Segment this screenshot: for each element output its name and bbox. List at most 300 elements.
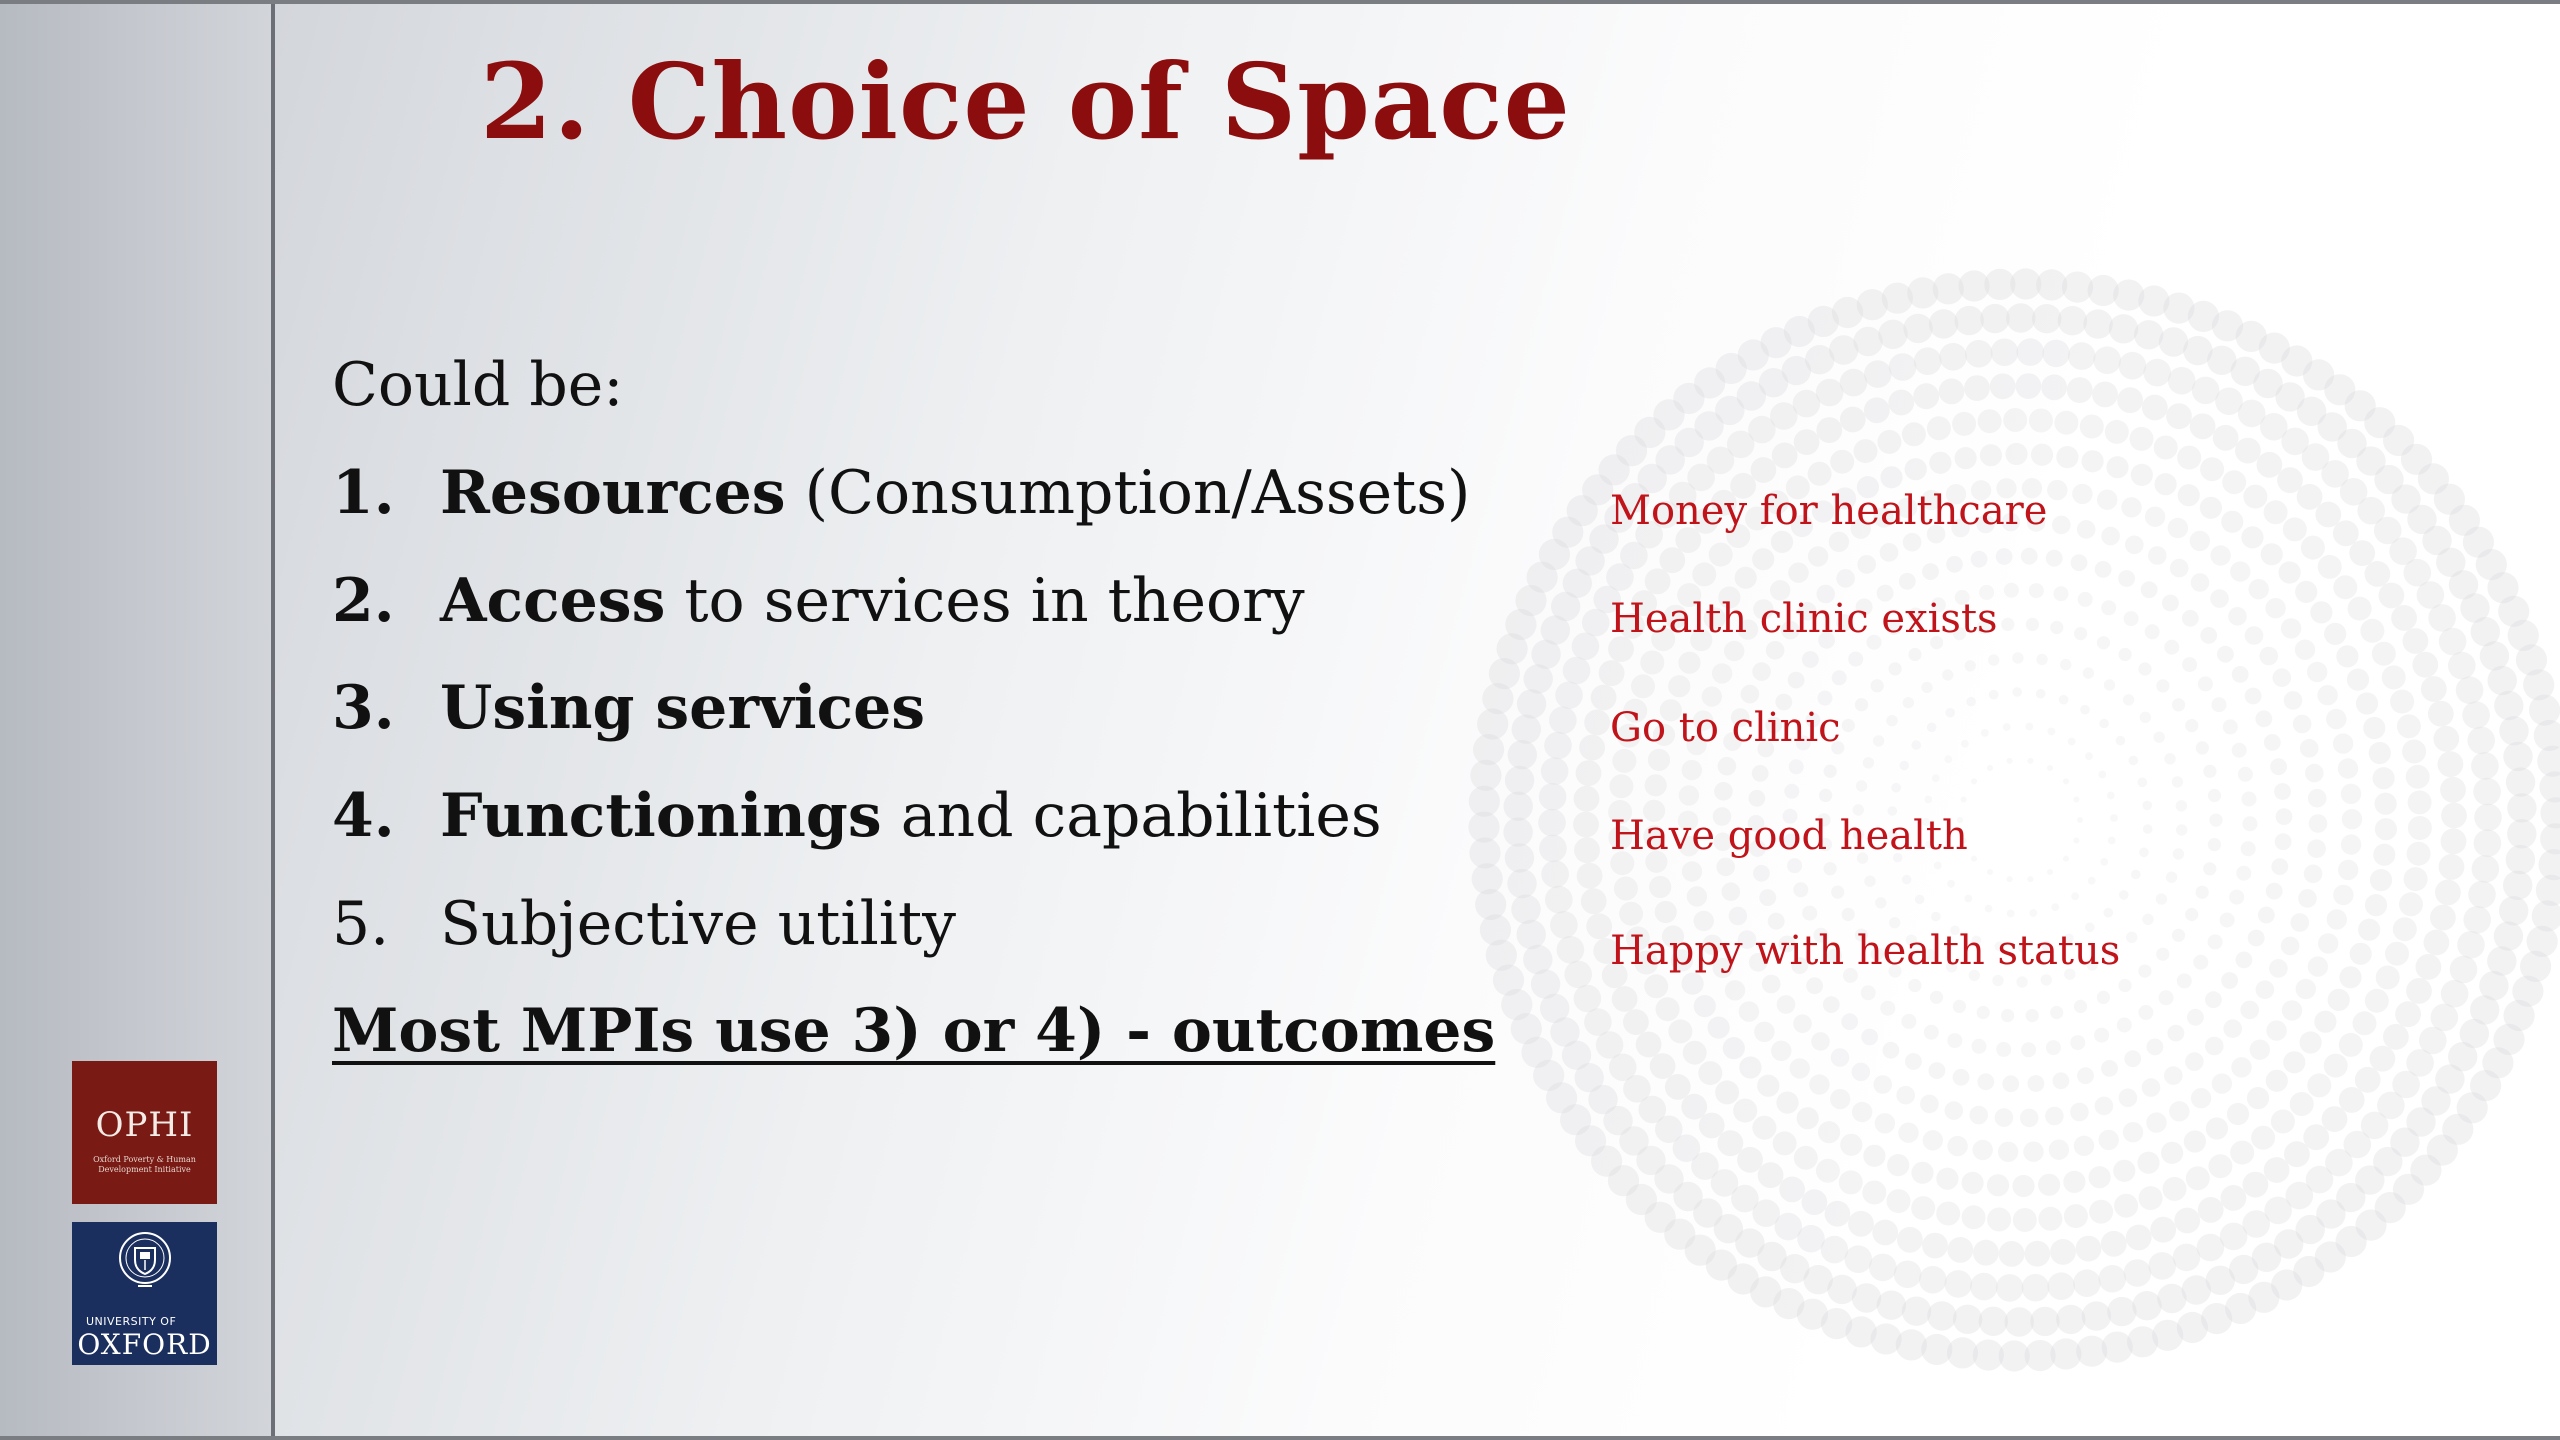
list-item-text: and capabilities <box>881 781 1382 851</box>
decorative-dot <box>1988 654 1999 665</box>
decorative-dot <box>2050 1006 2063 1019</box>
decorative-dot <box>2074 1136 2094 1156</box>
decorative-dot <box>1609 774 1633 798</box>
decorative-dot <box>1845 1245 1873 1273</box>
decorative-dot <box>1920 1095 1939 1114</box>
decorative-dot <box>1517 920 1546 949</box>
decorative-dot <box>1612 749 1636 773</box>
decorative-dot <box>1877 430 1901 454</box>
decorative-dot <box>2030 1307 2059 1336</box>
decorative-dot <box>2293 715 2312 734</box>
decorative-dot <box>1749 790 1766 807</box>
decorative-dot <box>1751 457 1777 483</box>
decorative-dot <box>1550 911 1578 939</box>
decorative-dot <box>2435 880 2461 906</box>
decorative-dot <box>1894 1261 1922 1289</box>
decorative-dot <box>2463 906 2491 934</box>
decorative-dot <box>1511 895 1540 924</box>
decorative-dot <box>2106 456 2128 478</box>
list-item-text: Subjective utility <box>440 889 956 959</box>
decorative-dot <box>2003 408 2027 432</box>
decorative-dot <box>2339 1087 2365 1113</box>
decorative-dot <box>2047 765 2053 771</box>
decorative-dot <box>1679 785 1699 805</box>
decorative-dot <box>2134 320 2163 349</box>
decorative-dot <box>1875 897 1886 908</box>
decorative-dot <box>2110 814 2118 822</box>
decorative-dot <box>2243 1172 2269 1198</box>
decorative-dot <box>2236 952 2253 969</box>
decorative-dot <box>2271 858 2288 875</box>
decorative-dot <box>2104 908 2114 918</box>
decorative-dot <box>2124 611 2139 626</box>
decorative-dot <box>1996 548 2013 565</box>
decorative-dot <box>1557 936 1585 964</box>
decorative-dot <box>1789 759 1804 774</box>
decorative-dot <box>1549 706 1577 734</box>
decorative-dot <box>2123 694 2134 705</box>
decorative-dot <box>2029 409 2053 433</box>
decorative-dot <box>2095 561 2112 578</box>
decorative-dot <box>2047 480 2067 500</box>
decorative-dot <box>1908 979 1921 992</box>
decorative-dot <box>1979 1307 2008 1336</box>
list-number: 1. <box>332 458 395 528</box>
decorative-dot <box>1880 1001 1895 1016</box>
decorative-dot <box>2029 909 2037 917</box>
decorative-dot <box>1472 863 1503 894</box>
decorative-dot <box>2208 934 2223 949</box>
decorative-dot <box>2301 536 2325 560</box>
example-go-to-clinic: Go to clinic <box>1610 705 1841 751</box>
decorative-dot <box>2196 741 2209 754</box>
decorative-dot <box>2073 1269 2101 1297</box>
decorative-dot <box>2185 719 2198 732</box>
decorative-dot <box>1665 1074 1691 1100</box>
decorative-dot <box>2308 956 2328 976</box>
decorative-dot <box>2428 604 2456 632</box>
decorative-dot <box>1708 1017 1730 1039</box>
decorative-dot <box>2376 966 2400 990</box>
decorative-dot <box>1936 1168 1958 1190</box>
decorative-dot <box>2012 652 2023 663</box>
decorative-dot <box>1839 1170 1863 1194</box>
decorative-dot <box>2326 709 2346 729</box>
decorative-dot <box>2441 828 2467 854</box>
decorative-dot <box>1564 961 1592 989</box>
decorative-dot <box>1955 447 1977 469</box>
decorative-dot <box>1978 409 2002 433</box>
decorative-dot <box>2245 626 2264 645</box>
decorative-dot <box>2221 972 2238 989</box>
decorative-dot <box>2399 892 2423 916</box>
decorative-dot <box>1678 652 1700 674</box>
decorative-dot <box>1574 786 1600 812</box>
decorative-dot <box>2307 839 2326 858</box>
decorative-dot <box>2156 893 2167 904</box>
decorative-dot <box>2070 1103 2089 1122</box>
decorative-dot <box>2284 691 2303 710</box>
decorative-dot <box>2416 954 2442 980</box>
decorative-dot <box>1998 1142 2018 1162</box>
decorative-dot <box>2142 914 2153 925</box>
example-happy-with-health-status: Happy with health status <box>1610 928 2121 974</box>
decorative-dot <box>1848 1211 1874 1237</box>
decorative-dot <box>1648 749 1670 771</box>
decorative-dot <box>2499 896 2528 925</box>
decorative-dot <box>1503 817 1532 846</box>
decorative-dot <box>1836 569 1855 588</box>
oxford-logo-name: OXFORD <box>77 1328 212 1361</box>
decorative-dot <box>1681 1094 1707 1120</box>
decorative-dot <box>2324 1054 2348 1078</box>
decorative-dot <box>2235 438 2261 464</box>
decorative-dot <box>1802 906 1817 921</box>
decorative-dot <box>1752 548 1774 570</box>
decorative-dot <box>1922 1233 1948 1259</box>
decorative-dot <box>2347 669 2369 691</box>
decorative-dot <box>2172 929 2185 942</box>
decorative-dot <box>1971 551 1988 568</box>
decorative-dot <box>2372 642 2396 666</box>
decorative-dot <box>2279 561 2301 583</box>
decorative-dot <box>1572 633 1600 661</box>
decorative-dot <box>1873 735 1884 746</box>
decorative-dot <box>2229 890 2244 905</box>
decorative-dot <box>1889 917 1900 928</box>
decorative-dot <box>2006 303 2035 332</box>
decorative-dot <box>2051 903 2059 911</box>
decorative-dot <box>2265 598 2285 618</box>
example-money-for-healthcare: Money for healthcare <box>1610 488 2048 534</box>
decorative-dot <box>2277 467 2303 493</box>
decorative-dot <box>2266 1020 2286 1040</box>
decorative-dot <box>1517 689 1546 718</box>
decorative-dot <box>2269 959 2288 978</box>
decorative-dot <box>2083 309 2112 338</box>
decorative-dot <box>1961 797 1967 803</box>
decorative-dot <box>2471 752 2499 780</box>
decorative-dot <box>1645 774 1667 796</box>
decorative-dot <box>2166 872 2177 883</box>
decorative-dot <box>2172 698 2185 711</box>
decorative-dot <box>2036 689 2046 699</box>
decorative-dot <box>2441 980 2469 1008</box>
decorative-dot <box>2089 1200 2113 1224</box>
decorative-dot <box>2198 1197 2224 1223</box>
list-item-keyword: Using services <box>440 673 926 743</box>
decorative-dot <box>1965 660 1976 671</box>
decorative-dot <box>1752 662 1771 681</box>
decorative-dot <box>2064 1204 2088 1228</box>
decorative-dot <box>2002 1075 2019 1092</box>
decorative-dot <box>1505 843 1534 872</box>
decorative-dot <box>2205 1037 2224 1056</box>
decorative-dot <box>2156 948 2169 961</box>
decorative-dot <box>2159 990 2174 1005</box>
decorative-dot <box>2138 965 2151 978</box>
decorative-dot <box>2059 695 2069 705</box>
decorative-dot <box>1824 765 1837 778</box>
decorative-dot <box>2012 1175 2034 1197</box>
decorative-dot <box>2314 1011 2336 1033</box>
decorative-dot <box>2236 866 2251 881</box>
decorative-dot <box>2227 1103 2249 1125</box>
decorative-dot <box>2097 490 2117 510</box>
decorative-dot <box>1819 789 1832 802</box>
decorative-dot <box>2041 974 2052 985</box>
decorative-dot <box>2041 374 2067 400</box>
decorative-dot <box>2070 1035 2085 1050</box>
decorative-dot <box>2068 738 2076 746</box>
decorative-dot <box>1927 723 1937 733</box>
decorative-dot <box>1961 740 1969 748</box>
decorative-dot <box>1739 1001 1759 1021</box>
decorative-dot <box>2109 314 2138 343</box>
decorative-dot <box>1973 1240 1999 1266</box>
decorative-dot <box>2154 436 2178 460</box>
decorative-dot <box>2098 771 2106 779</box>
decorative-dot <box>1863 757 1874 768</box>
decorative-dot <box>1902 422 1926 446</box>
decorative-dot <box>1586 913 1612 939</box>
decorative-dot <box>1878 320 1907 349</box>
decorative-dot <box>2310 601 2332 623</box>
decorative-dot <box>2004 583 2019 598</box>
decorative-dot <box>1903 314 1932 343</box>
decorative-dot <box>1969 1106 1988 1125</box>
decorative-dot <box>2348 597 2372 621</box>
decorative-dot <box>2276 808 2293 825</box>
decorative-dot <box>1977 1006 1990 1019</box>
decorative-dot <box>2309 814 2328 833</box>
decorative-dot <box>2047 869 2053 875</box>
decorative-dot <box>2307 1073 2331 1097</box>
decorative-dot <box>2196 886 2209 899</box>
decorative-dot <box>1932 774 1940 782</box>
decorative-dot <box>2304 865 2323 884</box>
decorative-dot <box>2428 701 2454 727</box>
oxford-logo-university: UNIVERSITY OF <box>86 1315 177 1328</box>
decorative-dot <box>1854 439 1878 463</box>
decorative-dot <box>2126 932 2137 943</box>
decorative-dot <box>1886 715 1897 726</box>
decorative-dot <box>2099 719 2109 729</box>
decorative-dot <box>2474 829 2502 857</box>
decorative-dot <box>2176 824 2187 835</box>
decorative-dot <box>2349 540 2375 566</box>
decorative-dot <box>1971 778 1977 784</box>
decorative-dot <box>2173 1244 2201 1272</box>
decorative-dot <box>2333 520 2359 546</box>
decorative-dot <box>2295 640 2315 660</box>
decorative-dot <box>1853 327 1882 356</box>
decorative-dot <box>1942 669 1953 680</box>
decorative-dot <box>2042 340 2070 368</box>
decorative-dot <box>2119 352 2147 380</box>
decorative-dot <box>2191 573 2210 592</box>
decorative-dot <box>1981 729 1989 737</box>
decorative-dot <box>1787 858 1802 873</box>
decorative-dot <box>2264 1157 2290 1183</box>
decorative-dot <box>2124 1050 2141 1067</box>
decorative-dot <box>2488 666 2517 695</box>
decorative-dot <box>1766 641 1785 660</box>
decorative-dot <box>2266 883 2283 900</box>
decorative-dot <box>1903 533 1922 552</box>
ophi-logo-name: OPHI <box>95 1105 194 1145</box>
decorative-dot <box>1898 1123 1918 1143</box>
decorative-dot <box>1802 1189 1828 1215</box>
decorative-dot <box>2067 377 2093 403</box>
decorative-dot <box>2170 559 2189 578</box>
decorative-dot <box>1927 1301 1956 1330</box>
decorative-dot <box>1842 908 1855 921</box>
decorative-dot <box>1831 886 1844 899</box>
decorative-dot <box>1971 856 1977 862</box>
decorative-dot <box>2185 1052 2204 1071</box>
decorative-dot <box>2341 784 2361 804</box>
decorative-dot <box>2406 765 2430 789</box>
decorative-dot <box>2232 743 2247 758</box>
decorative-dot <box>2230 561 2250 581</box>
decorative-dot <box>1631 674 1655 698</box>
decorative-dot <box>2213 425 2239 451</box>
decorative-dot <box>1861 1029 1878 1046</box>
decorative-dot <box>2169 1101 2189 1121</box>
decorative-dot <box>2020 1109 2039 1128</box>
decorative-dot <box>2177 973 2192 988</box>
oxford-logo <box>72 1222 217 1365</box>
decorative-dot <box>2200 457 2224 481</box>
decorative-dot <box>1830 1089 1850 1109</box>
decorative-dot <box>2228 607 2247 626</box>
decorative-dot <box>2056 1305 2085 1334</box>
decorative-dot <box>2089 1166 2111 1188</box>
decorative-dot <box>1563 657 1591 685</box>
decorative-dot <box>1718 757 1737 776</box>
decorative-dot <box>2168 1025 2185 1042</box>
decorative-dot <box>1715 1080 1739 1104</box>
decorative-dot <box>2001 618 2014 631</box>
decorative-dot <box>2143 359 2171 387</box>
decorative-dot <box>2506 767 2535 796</box>
decorative-dot <box>2327 909 2347 929</box>
decorative-dot <box>2462 701 2490 729</box>
decorative-dot <box>2101 527 2120 546</box>
decorative-dot <box>1862 1181 1886 1205</box>
decorative-dot <box>2045 1107 2064 1126</box>
list-item-text: to services in theory <box>665 566 1305 636</box>
decorative-dot <box>1808 462 1832 486</box>
sidebar-divider <box>271 0 275 1440</box>
decorative-dot <box>2499 716 2528 745</box>
decorative-dot <box>1573 812 1599 838</box>
decorative-dot <box>2363 717 2385 739</box>
list-item-using-services <box>332 673 925 743</box>
decorative-dot <box>2210 589 2229 608</box>
decorative-dot <box>2342 809 2362 829</box>
ophi-logo-subtitle: Oxford Poverty & Human Development Initiative <box>93 1155 196 1174</box>
decorative-dot <box>2221 1185 2247 1211</box>
decorative-dot <box>1793 882 1808 897</box>
decorative-dot <box>2130 427 2154 451</box>
decorative-dot <box>2193 955 2208 970</box>
decorative-dot <box>2138 662 2151 675</box>
decorative-dot <box>1945 1101 1964 1120</box>
decorative-dot <box>2016 976 2027 987</box>
decorative-dot <box>2307 662 2327 682</box>
decorative-dot <box>2174 1208 2200 1234</box>
decorative-dot <box>1699 1113 1725 1139</box>
decorative-dot <box>1754 1022 1774 1042</box>
decorative-dot <box>2303 1124 2329 1150</box>
decorative-dot <box>2077 1067 2094 1084</box>
decorative-dot <box>2022 1274 2050 1302</box>
decorative-dot <box>2099 1265 2127 1293</box>
decorative-dot <box>2063 856 2069 862</box>
decorative-dot <box>2029 583 2044 598</box>
decorative-dot <box>2433 726 2459 752</box>
decorative-dot <box>1539 835 1567 863</box>
decorative-dot <box>1848 652 1863 667</box>
decorative-dot <box>2148 1252 2176 1280</box>
decorative-dot <box>2468 881 2496 909</box>
decorative-dot <box>2007 758 2013 764</box>
decorative-dot <box>1947 1033 1962 1048</box>
decorative-dot <box>1683 1041 1707 1065</box>
decorative-dot <box>2013 1208 2037 1232</box>
decorative-dot <box>2295 581 2317 603</box>
decorative-dot <box>1645 568 1671 594</box>
decorative-dot <box>1790 1058 1810 1078</box>
decorative-dot <box>2503 871 2532 900</box>
decorative-dot <box>2208 1154 2232 1178</box>
decorative-dot <box>2142 395 2168 421</box>
decorative-dot <box>2408 790 2432 814</box>
decorative-dot <box>2071 554 2088 571</box>
decorative-dot <box>2027 876 2033 882</box>
decorative-dot <box>2238 767 2253 782</box>
decorative-dot <box>2097 636 2110 649</box>
decorative-dot <box>2123 1122 2143 1142</box>
decorative-dot <box>2390 690 2414 714</box>
decorative-dot <box>2315 502 2341 528</box>
decorative-dot <box>1955 306 1984 335</box>
decorative-dot <box>1861 985 1876 1000</box>
decorative-dot <box>2223 719 2238 734</box>
decorative-dot <box>2249 579 2269 599</box>
decorative-dot <box>2212 697 2227 712</box>
decorative-dot <box>1702 686 1722 706</box>
decorative-dot <box>1802 651 1819 668</box>
decorative-dot <box>1888 390 1914 416</box>
decorative-dot <box>2078 592 2093 607</box>
decorative-dot <box>2333 733 2353 753</box>
decorative-dot <box>2027 758 2033 764</box>
decorative-dot <box>2166 403 2192 429</box>
decorative-dot <box>2177 446 2201 470</box>
decorative-dot <box>2507 819 2536 848</box>
list-item-text: (Consumption/Assets) <box>785 458 1471 528</box>
slide-title: 2. Choice of Space <box>480 40 1571 163</box>
decorative-dot <box>1985 905 1993 913</box>
decorative-dot <box>2402 740 2426 764</box>
decorative-dot <box>1576 760 1602 786</box>
decorative-dot <box>1574 837 1600 863</box>
decorative-dot <box>2007 876 2013 882</box>
decorative-dot <box>1919 1266 1947 1294</box>
